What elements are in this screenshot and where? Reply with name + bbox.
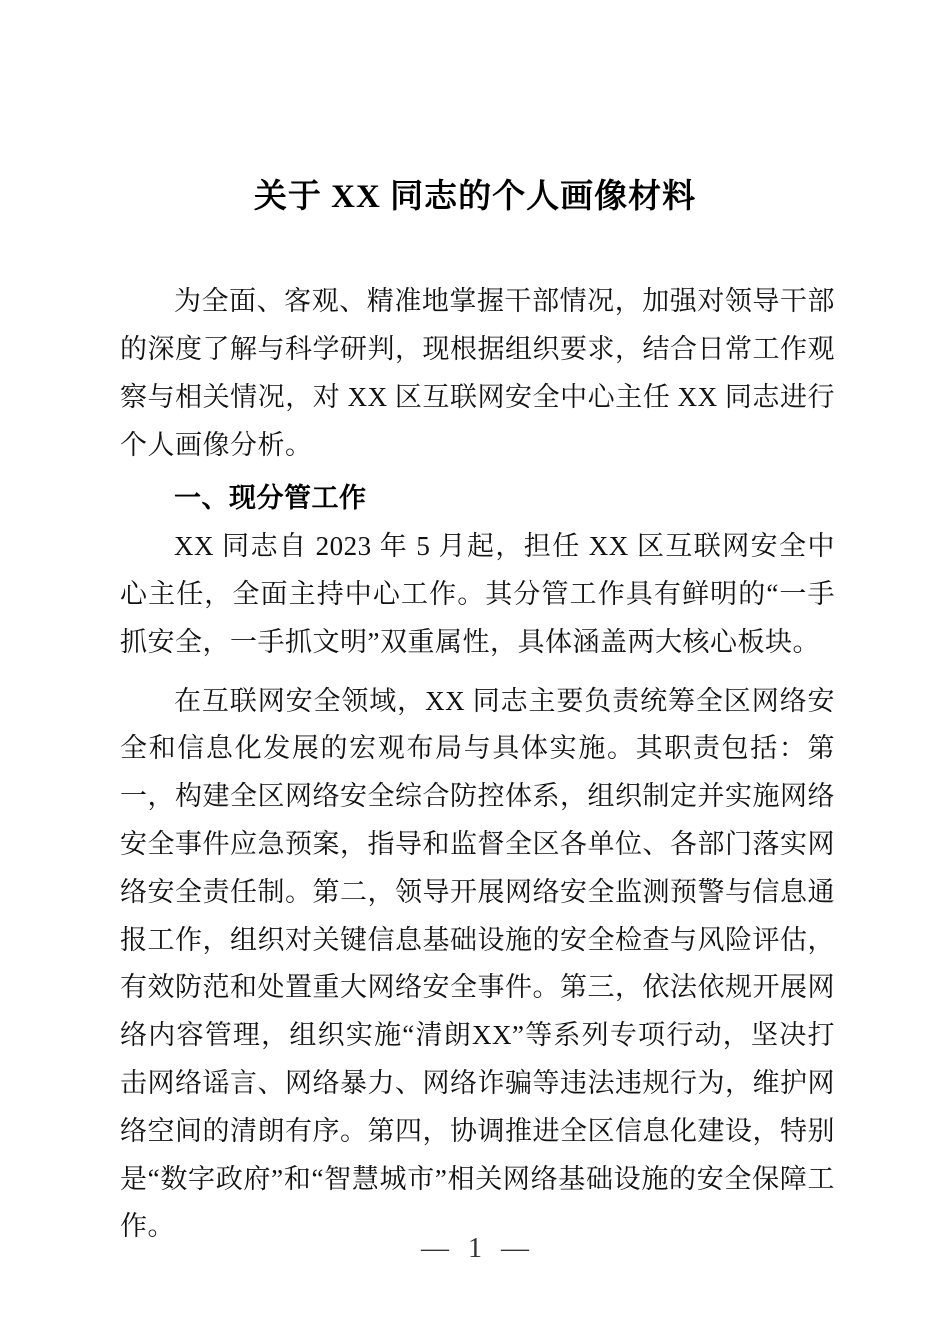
document-body — [120, 278, 835, 1251]
section-heading-current-duties: 一、现分管工作 — [174, 483, 367, 514]
document-title: 关于 XX 同志的个人画像材料 — [253, 179, 697, 215]
page-number: — 1 — — [421, 1233, 529, 1264]
duties-overview-paragraph: XX 同志自 2023 年 5 月起，担任 XX 区互联网安全中心主任，全面主持中心工作。其分管工作具有鲜明的“一手抓安全，一手抓文明”双重属性，具体涵盖两大核心板块。 — [120, 531, 835, 657]
intro-paragraph: 为全面、客观、精准地掌握干部情况，加强对领导干部的深度了解与科学研判，现根据组织要求，结合日常工作观察与相关情况，对 XX 区互联网安全中心主任 XX 同志进行个人画像分析。 — [120, 286, 835, 460]
internet-security-duties-paragraph: 在互联网安全领域，XX 同志主要负责统筹全区网络安全和信息化发展的宏观布局与具体实施。其职责包括：第一，构建全区网络安全综合防控体系，组织制定并实施网络安全事件应急预案，指导和监督全区各单位、各部门落实网络安全责任制。第二，领导开展网络安全监测预警与信息通报工作，组织对关键信息基础设施的安全检查与风险评估，有效防范和处置重大网络安全事件。第三，依法依规开展网络内容管理，组织实施“清朗XX”等系列专项行动，坚决打击网络谣言、网络暴力、网络诈骗等违法违规行为，维护网络空间的清朗有序。第四，协调推进全区信息化建设，特别是“数字政府”和“智慧城市”相关网络基础设施的安全保障工作。 — [120, 685, 835, 1242]
